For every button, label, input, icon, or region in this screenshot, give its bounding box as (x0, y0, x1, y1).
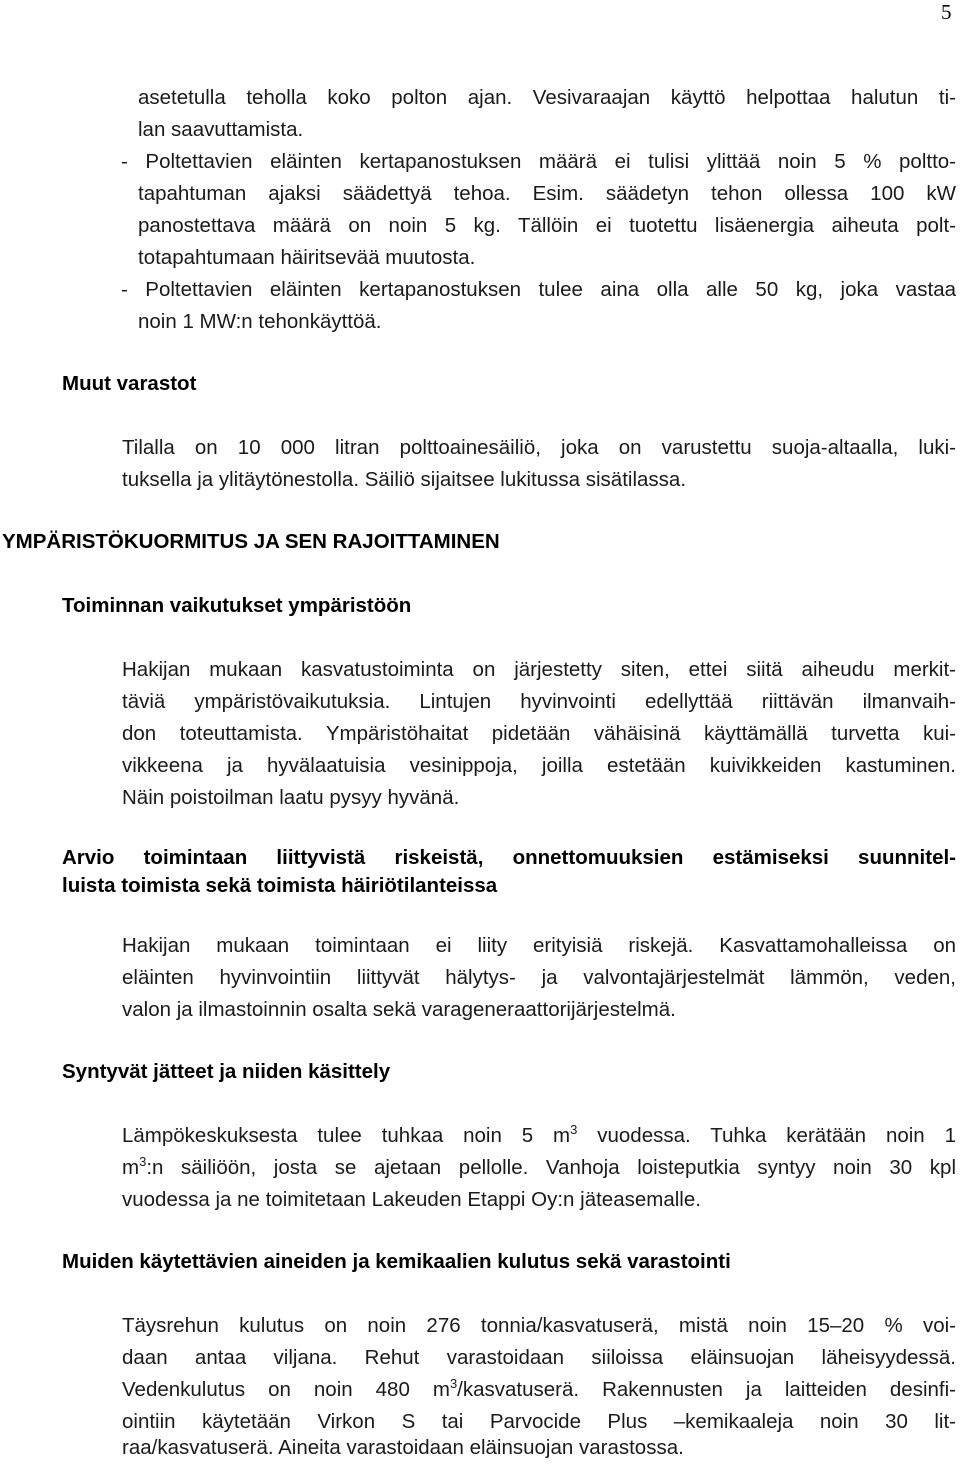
paragraph-line: Hakijan mukaan toimintaan ei liity erityisiä riskejä. Kasvattamohalleissa on (122, 934, 956, 957)
main-heading: YMPÄRISTÖKUORMITUS JA SEN RAJOITTAMINEN (2, 530, 500, 553)
section-heading: Arvio toimintaan liittyvistä riskeistä, onnettomuuksien estämiseksi suunnitel- (62, 846, 956, 869)
paragraph-line: Täysrehun kulutus on noin 276 tonnia/kasvatuserä, mistä noin 15–20 % voi- (122, 1314, 956, 1337)
paragraph-line (122, 1156, 956, 1180)
paragraph-line: ointiin käytetään Virkon S tai Parvocide Plus –kemikaaleja noin 30 lit- (122, 1410, 956, 1433)
paragraph-line: tuksella ja ylitäytönestolla. Säiliö sijaitsee lukitussa sisätilassa. (122, 468, 687, 491)
paragraph-line: Hakijan mukaan kasvatustoiminta on järjestetty siten, ettei siitä aiheudu merkit- (122, 658, 956, 681)
text-fragment: Vedenkulutus on noin 480 m (122, 1378, 450, 1401)
paragraph-line (122, 1124, 956, 1148)
section-heading: Syntyvät jätteet ja niiden käsittely (62, 1060, 391, 1083)
paragraph-line: täviä ympäristövaikutuksia. Lintujen hyvinvointi edellyttää riittävän ilmanvaih- (122, 690, 956, 713)
intro-line: lan saavuttamista. (138, 118, 304, 141)
section-heading: Muiden käytettävien aineiden ja kemikaalien kulutus sekä varastointi (62, 1250, 731, 1273)
section-heading: Toiminnan vaikutukset ympäristöön (62, 594, 412, 617)
paragraph-line: vikkeena ja hyvälaatuisia vesinippoja, joilla estetään kuivikkeiden kastuminen. (122, 754, 956, 777)
intro-line: panostettava määrä on noin 5 kg. Tällöin ei tuotettu lisäenergia aiheuta polt- (138, 214, 956, 237)
paragraph-line: raa/kasvatuserä. Aineita varastoidaan eläinsuojan varastossa. (122, 1436, 684, 1459)
text-fragment: /kasvatuserä. Rakennusten ja laitteiden desinfi- (457, 1378, 956, 1401)
paragraph-line (122, 1378, 956, 1402)
paragraph-line: eläinten hyvinvointiin liittyvät hälytys- ja valvontajärjestelmät lämmön, veden, (122, 966, 956, 989)
section-heading: Muut varastot (62, 372, 197, 395)
text-fragment: :n säiliöön, josta se ajetaan pellolle. Vanhoja loisteputkia syntyy noin 30 kpl (146, 1156, 956, 1179)
intro-line: asetetulla teholla koko polton ajan. Vesivaraajan käyttö helpottaa halutun ti- (138, 86, 956, 109)
intro-line: totapahtumaan häiritsevää muutosta. (138, 246, 476, 269)
intro-line: noin 1 MW:n tehonkäyttöä. (138, 310, 382, 333)
page-number: 5 (941, 0, 952, 24)
superscript: 3 (570, 1122, 578, 1138)
paragraph-line: don toteuttamista. Ympäristöhaitat pidetään vähäisinä käyttämällä turvetta kui- (122, 722, 956, 745)
intro-line: tapahtuman ajaksi säädettyä tehoa. Esim. säädetyn tehon ollessa 100 kW (138, 182, 956, 205)
text-fragment: m (122, 1156, 140, 1179)
paragraph-line: vuodessa ja ne toimitetaan Lakeuden Etappi Oy:n jäteasemalle. (122, 1188, 701, 1211)
intro-line: - Poltettavien eläinten kertapanostuksen tulee aina olla alle 50 kg, joka vastaa (121, 278, 956, 301)
superscript: 3 (139, 1154, 147, 1170)
intro-line: - Poltettavien eläinten kertapanostuksen määrä ei tulisi ylittää noin 5 % poltto- (121, 150, 956, 173)
paragraph-line: valon ja ilmastoinnin osalta sekä varageneraattorijärjestelmä. (122, 998, 676, 1021)
paragraph-line: daan antaa viljana. Rehut varastoidaan siiloissa eläinsuojan läheisyydessä. (122, 1346, 956, 1369)
text-fragment: vuodessa. Tuhka kerätään noin 1 (577, 1124, 956, 1147)
paragraph-line: Tilalla on 10 000 litran polttoainesäiliö, joka on varustettu suoja-altaalla, luki- (122, 436, 956, 459)
superscript: 3 (449, 1376, 458, 1392)
section-heading: luista toimista sekä toimista häiriötilanteissa (62, 874, 498, 897)
paragraph-line: Näin poistoilman laatu pysyy hyvänä. (122, 786, 460, 809)
text-fragment: Lämpökeskuksesta tulee tuhkaa noin 5 m (122, 1124, 571, 1147)
